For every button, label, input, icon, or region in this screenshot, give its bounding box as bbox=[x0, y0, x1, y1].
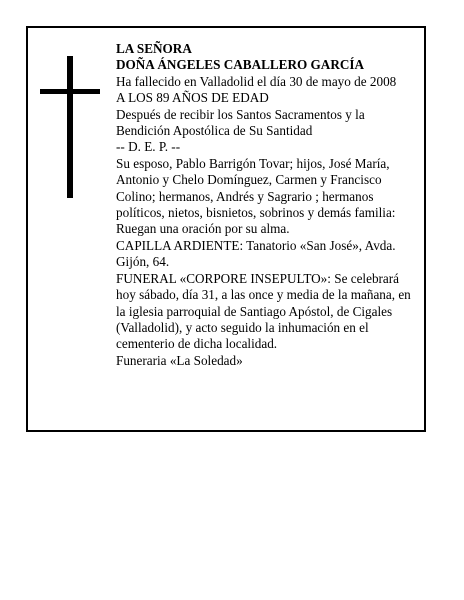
chapel-info: CAPILLA ARDIENTE: Tanatorio «San José», Avda. Gijón, 64. bbox=[116, 237, 396, 270]
latin-cross-icon bbox=[40, 56, 100, 198]
notice-title: LA SEÑORA bbox=[116, 41, 192, 56]
notice-text bbox=[116, 41, 422, 369]
sacraments-info: Después de recibir los Santos Sacramentos y la Bendición Apostólica de Su Santidad bbox=[116, 106, 365, 139]
obituary-notice bbox=[26, 26, 426, 432]
deceased-name: DOÑA ÁNGELES CABALLERO GARCÍA bbox=[116, 57, 365, 73]
prayer-request: Ruegan una oración por su alma. bbox=[116, 221, 290, 237]
funeral-info: FUNERAL «CORPORE INSEPULTO»: Se celebrará hoy sábado, día 31, a las once y media de la mañana, en la iglesia parroquial de Santiago Apóstol, de Cigales (Valladolid), y acto seguido la inhumación en el cementerio de dicha localidad. bbox=[116, 270, 411, 352]
funeral-home: Funeraria «La Soledad» bbox=[116, 352, 243, 368]
cross-horizontal-bar bbox=[40, 89, 100, 94]
rest-in-peace: -- D. E. P. -- bbox=[116, 139, 181, 155]
family-list: Su esposo, Pablo Barrigón Tovar; hijos, José María, Antonio y Chelo Domínguez, Carmen y Francisco Colino; hermanos, Andrés y Sagrario ; hermanos políticos, nietos, bisnietos, sobrinos y demás familia: bbox=[116, 155, 396, 221]
cross-vertical-bar bbox=[67, 56, 73, 198]
death-info: Ha fallecido en Valladolid el día 30 de mayo de 2008 bbox=[116, 73, 397, 89]
age-info: A LOS 89 AÑOS DE EDAD bbox=[116, 90, 269, 106]
